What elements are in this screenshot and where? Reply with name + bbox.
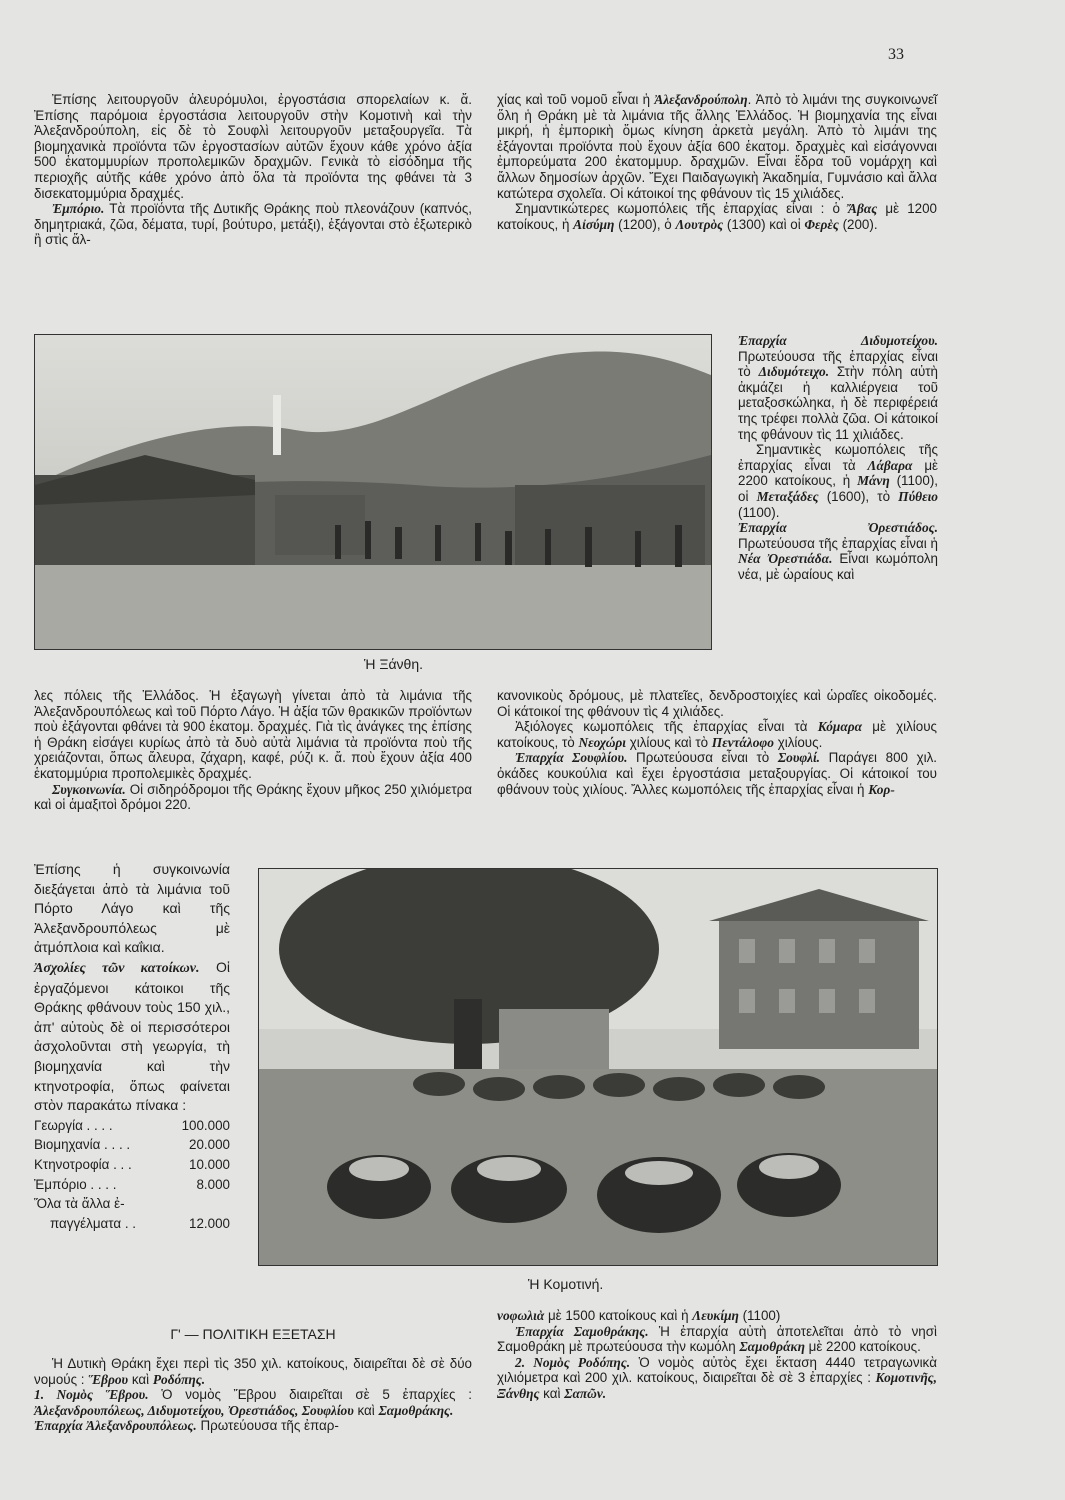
table-row — [34, 1135, 230, 1155]
place-name: Αἰσύμη — [573, 216, 615, 232]
text-run: καὶ — [353, 1402, 379, 1418]
col1-mid — [34, 688, 472, 813]
place-name: Ροδόπης. — [152, 1371, 206, 1387]
text-run: χιλίους. — [773, 734, 823, 750]
paragraph-towns-didymo — [738, 442, 938, 520]
place-name: Κομοτινῆς, Ξάνθης — [497, 1370, 937, 1401]
text-run: (1300) καὶ οἱ — [723, 216, 805, 232]
table-row — [34, 1155, 230, 1175]
col1-top — [34, 92, 472, 248]
side-column — [738, 333, 938, 583]
text-run: (200). — [838, 216, 878, 232]
text-run: κανονικοὺς δρόμους, μὲ πλατεῖες, δενδροστοιχίες καὶ ὡραῖες οἰκοδομές. Οἱ κάτοικοί της φθάνουν τὶς 4 χιλιάδες. — [497, 688, 937, 719]
text-run: καὶ — [128, 1371, 153, 1387]
place-name: Πεντάλοφο — [711, 734, 774, 750]
place-name: Λευκίμη — [692, 1308, 739, 1323]
table-cell-label: Κτηνοτροφία . . . — [34, 1156, 132, 1172]
place-name: Ἄβας — [848, 201, 878, 217]
text-run: (1200), ὁ — [614, 216, 676, 232]
text-run: Ὁ νομὸς Ἕβρου διαιρεῖται σὲ 5 ἐπαρχίες : — [148, 1387, 472, 1403]
page-number: 33 — [888, 46, 904, 63]
text-run: Πρωτεύουσα τῆς ἐπαρχίας εἶναι ἡ — [738, 535, 938, 551]
text-run: λες πόλεις τῆς Ἑλλάδος. Ἡ ἐξαγωγὴ γίνεται ἀπὸ τὰ λιμάνια τῆς Ἀλεξανδρουπόλεως καὶ τοῦ Πόρτο Λάγο. Ἡ ἀξία τῶν θρακικῶν προϊόντων ποὺ ἐξάγονται φθάνει τὰ 900 ἑκατομ. δραχμές. Γιὰ τὶς ἀνάγκες της ἐπίσης ἡ Θράκη εἰσάγει κυρίως ἀπὸ τὰ δυὸ αὐτὰ λιμάνια τὰ προϊόντα ποὺ τῆς χρειάζονται, ὅπως ἄλευρα, ζάχαρη, καφέ, ρύζι κ. ἄ. ποὺ ἔχουν ἀξία 400 ἑκατομμύρια προπολεμικὲς δραχμές. — [34, 688, 472, 781]
text-run: Ὁ νομὸς αὐτὸς ἔχει ἔκταση 4440 τετραγωνικὰ χιλιόμετρα καὶ 200 χιλ. κατοίκους, διαιρεῖται δὲ σὲ 3 ἐπαρχίες : — [497, 1354, 937, 1386]
place-name: Ἕβρου — [88, 1371, 129, 1387]
paragraph-industry — [34, 92, 472, 201]
table-row — [34, 1116, 230, 1136]
place-name: Κόμαρα — [817, 719, 863, 735]
place-name: Πύθειο — [898, 488, 938, 504]
place-name: Φερὲς — [804, 216, 839, 232]
paragraph-towns-alex — [497, 201, 937, 232]
heading-soufli: Ἐπαρχία Σουφλίου. — [515, 750, 628, 766]
place-name: Ἀλεξανδρουπόλεως, Διδυμοτείχου, Ὀρεστιάδος, Σουφλίου — [34, 1402, 354, 1418]
heading-evros: 1. Νομὸς Ἕβρου. — [34, 1387, 149, 1403]
paragraph-evros — [34, 1387, 472, 1418]
occupation-table — [34, 1116, 230, 1234]
text-run: μὲ 1200 κατοίκους, ἡ — [497, 201, 937, 232]
text-run: μὲ 2200 κατοίκους. — [804, 1339, 921, 1355]
heading-alex-province: Ἐπαρχία Ἀλεξανδρουπόλεως. — [34, 1418, 197, 1434]
text-run: Ἐπίσης ἡ συγκοινωνία διεξάγεται ἀπὸ τὰ λιμάνια τοῦ Πόρτο Λάγο καὶ τῆς Ἀλεξανδρουπόλεως μὲ ἀτμόπλοια καὶ καΐκια. — [34, 861, 230, 956]
photo-komotini-image — [259, 869, 937, 1265]
paragraph-soufli — [497, 750, 937, 797]
paragraph-orestiada-cont — [497, 688, 937, 719]
text-run: μὲ χιλίους κατοίκους, τὸ — [497, 719, 937, 750]
table-row — [34, 1194, 230, 1214]
photo-komotini — [258, 868, 938, 1266]
place-name: Λάβαρα — [867, 457, 913, 473]
paragraph-orestiada — [738, 520, 938, 582]
table-cell-label: Ὅλα τὰ ἄλλα ἐ- — [34, 1196, 125, 1212]
text-run: (1100) — [738, 1308, 781, 1323]
place-name: Σαμοθράκης. — [378, 1402, 454, 1418]
table-cell-value: 20.000 — [189, 1137, 230, 1153]
text-run: Στὴν πόλη αὐτὴ ἀκμάζει ἡ καλλιέργεια τοῦ μεταξοσκώληκα, ἡ δὲ περιφέρειά της τρέφει πολλὰ ζῶα. Οἱ κάτοικοί της φθάνουν τὶς 11 χιλιάδες. — [738, 364, 938, 442]
text-run: Οἱ ἐργαζόμενοι κάτοικοι τῆς Θράκης φθάνουν τοὺς 150 χιλ., ἀπ' αὐτοὺς δὲ οἱ περισσότεροι ἀσχολοῦνται στὴ γεωργία, τὴ βιομηχανία καὶ τὴν κτηνοτροφία, ὅπως φαίνεται στὸν παρακάτω πίνακα : — [34, 958, 230, 1114]
heading-commerce: Ἐμπόριο. — [52, 201, 105, 217]
paragraph-alexandroupoli — [497, 92, 937, 201]
text-run: Ἀξιόλογες κωμοπόλεις τῆς ἐπαρχίας εἶναι τὰ — [515, 719, 818, 735]
text-run: Σημαντικὲς κωμοπόλεις τῆς ἐπαρχίας εἶναι τὰ — [738, 442, 938, 473]
caption-komotini: Ἡ Κομοτινή. — [528, 1276, 604, 1292]
text-run: χιλίους καὶ τὸ — [626, 734, 712, 750]
heading-transport: Συγκοινωνία. — [52, 781, 126, 797]
heading-samothraki: Ἐπαρχία Σαμοθράκης. — [515, 1323, 649, 1339]
heading-orestiada: Ἐπαρχία Ὀρεστιάδος. — [738, 520, 938, 536]
table-row — [34, 1175, 230, 1195]
paragraph-commerce — [34, 201, 472, 248]
text-run: . Ἀπὸ τὸ λιμάνι της συγκοινωνεῖ ὅλη ἡ Θράκη μὲ τὰ λιμάνια τῆς ἄλλης Ἑλλάδος. Ἡ βιομηχανία της εἶναι μικρή, ἡ ἐμπορικὴ ὅμως κίνηση ἀρκετὰ μεγάλη. Ἀπὸ τὸ λιμάνι της ἐξάγονται προϊόντα ποὺ ἔχουν ἀξία 600 ἑκατομ. δραχμὲς καὶ εἰσάγονναι ἐμπορεύματα 200 ἑκατομμυρ. δραχμῶν. Εἶναι ἕδρα τοῦ νομάρχη καὶ ἄλλων δημοσίων ἀρχῶν. Ἔχει Παιδαγωγικὴ Ἀκαδημία, Γυμνάσιο καὶ ἄλλα κατώτερα σχολεῖα. Οἱ κάτοικοί της φθάνουν τὶς 15 χιλιάδες. — [497, 92, 937, 201]
table-cell-value: 12.000 — [189, 1215, 230, 1231]
place-name: Διδυμότειχο. — [758, 364, 830, 380]
place-name: Σουφλί. — [777, 750, 821, 766]
place-name: Σαμοθράκη — [739, 1339, 805, 1355]
paragraph-transport — [34, 782, 472, 813]
paragraph-soufli-towns — [497, 1308, 937, 1324]
photo-xanthi — [34, 334, 712, 650]
text-run: Παράγει 800 χιλ. ὀκάδες κουκούλια καὶ ἔχει ἐργοστάσια μεταξουργίας. Οἱ κάτοικοί του φθάνουν τοὺς χιλίους. Ἄλλες κωμοπόλεις τῆς ἐπαρχίας εἶναι ἡ — [497, 750, 937, 797]
caption-xanthi: Ἡ Ξάνθη. — [364, 656, 424, 672]
photo-xanthi-image — [35, 335, 711, 649]
text-run: (1600), τὸ — [818, 488, 899, 504]
table-cell-value: 10.000 — [189, 1156, 230, 1172]
table-cell-label: Γεωργία . . . . — [34, 1117, 113, 1133]
table-cell-label: Ἐμπόριο . . . . — [34, 1176, 117, 1192]
place-name: Σαπῶν. — [564, 1385, 607, 1401]
paragraph-rodopi — [497, 1355, 937, 1402]
text-run: Πρωτεύουσα τῆς ἐπαρ- — [196, 1418, 339, 1434]
table-cell-value: 100.000 — [181, 1117, 230, 1133]
heading-rodopi: 2. Νομὸς Ροδόπης. — [515, 1354, 631, 1370]
paragraph-didymoteicho — [738, 333, 938, 442]
place-name: Ἀλεξανδρούπολη — [654, 92, 748, 107]
col2-bottom — [497, 1308, 937, 1402]
text-run: Ἡ ἐπαρχία αὐτὴ ἀποτελεῖται ἀπὸ τὸ νησὶ Σαμοθράκη μὲ πρωτεύουσα τὴν κωμόλη — [497, 1323, 937, 1355]
paragraph-samothraki — [497, 1324, 937, 1355]
text-run: Οἱ σιδηρόδρομοι τῆς Θράκης ἔχουν μῆκος 250 χιλιόμετρα καὶ οἱ ἁμαξιτοὶ δρόμοι 220. — [34, 781, 472, 813]
place-name: Νέα Ὀρεστιάδα. — [738, 551, 833, 567]
text-run: καὶ — [539, 1385, 565, 1401]
text-run: (1100). — [738, 504, 780, 520]
text-run: Πρωτεύουσα τῆς ἐπαρχίας εἶναι τὸ — [738, 348, 938, 380]
place-name: Νεοχώρι — [578, 734, 627, 750]
paragraph-sea-transport — [34, 860, 230, 958]
text-run: μὲ 2200 κατοίκους, ἡ — [738, 457, 939, 489]
place-name: Μεταξάδες — [756, 488, 819, 504]
text-run: Ἡ Δυτικὴ Θράκη ἔχει περὶ τὶς 350 χιλ. κατοίκους, διαιρεῖται δὲ σὲ δύο νομούς : — [34, 1356, 472, 1387]
text-run: χίας καὶ τοῦ νομοῦ εἶναι ἡ — [497, 92, 655, 107]
paragraph-political — [34, 1356, 472, 1387]
paragraph-industry-text: Ἐπίσης λειτουργοῦν ἀλευρόμυλοι, ἐργοστάσια σπορελαίων κ. ἄ. Ἐπίσης παρόμοια ἐργοστάσια λειτουργοῦν στὴν Κομοτινὴ καὶ τὴν Ἀλεξανδρούπολη, εἰς δὲ τὸ Σουφλὶ λειτουργοῦν μεταξουργεῖα. Τὰ βιομηχανικὰ προϊόντα τῶν ἐργοστασίων αὐτῶν ἔχουν κάθε χρόνο ἀξία 500 ἑκατομμυρίων προπολεμικῶν δραχμῶν. Γενικὰ τὸ εἰσόδημα τῆς περιοχῆς αὐτῆς κάθε χρόνο ἀπὸ ὅλα τὰ προϊόντα της φθάνει τὰ 3 δισεκατομμύρια δραχμές. — [34, 92, 472, 201]
col2-mid — [497, 688, 937, 797]
col1-bottom — [34, 1356, 472, 1434]
place-name: Λουτρὸς — [675, 216, 724, 232]
heading-didymoteicho: Ἐπαρχία Διδυμοτείχου. — [738, 333, 938, 348]
place-name: Κορ- — [868, 781, 895, 797]
col1-narrow — [34, 860, 230, 1233]
section-title: Γ' — ΠΟΛΙΤΙΚΗ ΕΞΕΤΑΣΗ — [170, 1326, 336, 1342]
paragraph-towns-orestiada — [497, 719, 937, 750]
table-row — [34, 1214, 230, 1234]
paragraph-alex-province — [34, 1418, 472, 1434]
text-run: Εἶναι κωμόπολη νέα, μὲ ὡραίους καὶ — [738, 551, 938, 582]
paragraph-occupations — [34, 958, 230, 1116]
place-name: νοφωλιὰ — [497, 1308, 545, 1323]
table-cell-value: 8.000 — [196, 1176, 230, 1192]
place-name: Μάνη — [857, 473, 890, 489]
table-cell-label: Βιομηχανία . . . . — [34, 1137, 131, 1153]
text-run: μὲ 1500 κατοίκους καὶ ἡ — [544, 1308, 693, 1323]
paragraph-exports — [34, 688, 472, 782]
text-run: Σημαντικώτερες κωμοπόλεις τῆς ἐπαρχίας εἶναι : ὁ — [515, 201, 849, 217]
heading-occupations: Ἀσχολίες τῶν κατοίκων. — [34, 960, 200, 976]
paragraph-commerce-text: Τὰ προϊόντα τῆς Δυτικῆς Θράκης ποὺ πλεονάζουν (καπνός, δημητριακά, ζῶα, δέματα, τυρί, βούτυρο, μετάξι), ἐξάγονται στὸ ἐξωτερικὸ ἢ στὶς ἄλ- — [34, 201, 472, 248]
text-run: Πρωτεύουσα εἶναι τὸ — [627, 750, 778, 766]
table-cell-label: παγγέλματα . . — [50, 1215, 137, 1231]
text-run: (1100), οἱ — [738, 473, 938, 504]
col2-top — [497, 92, 937, 232]
